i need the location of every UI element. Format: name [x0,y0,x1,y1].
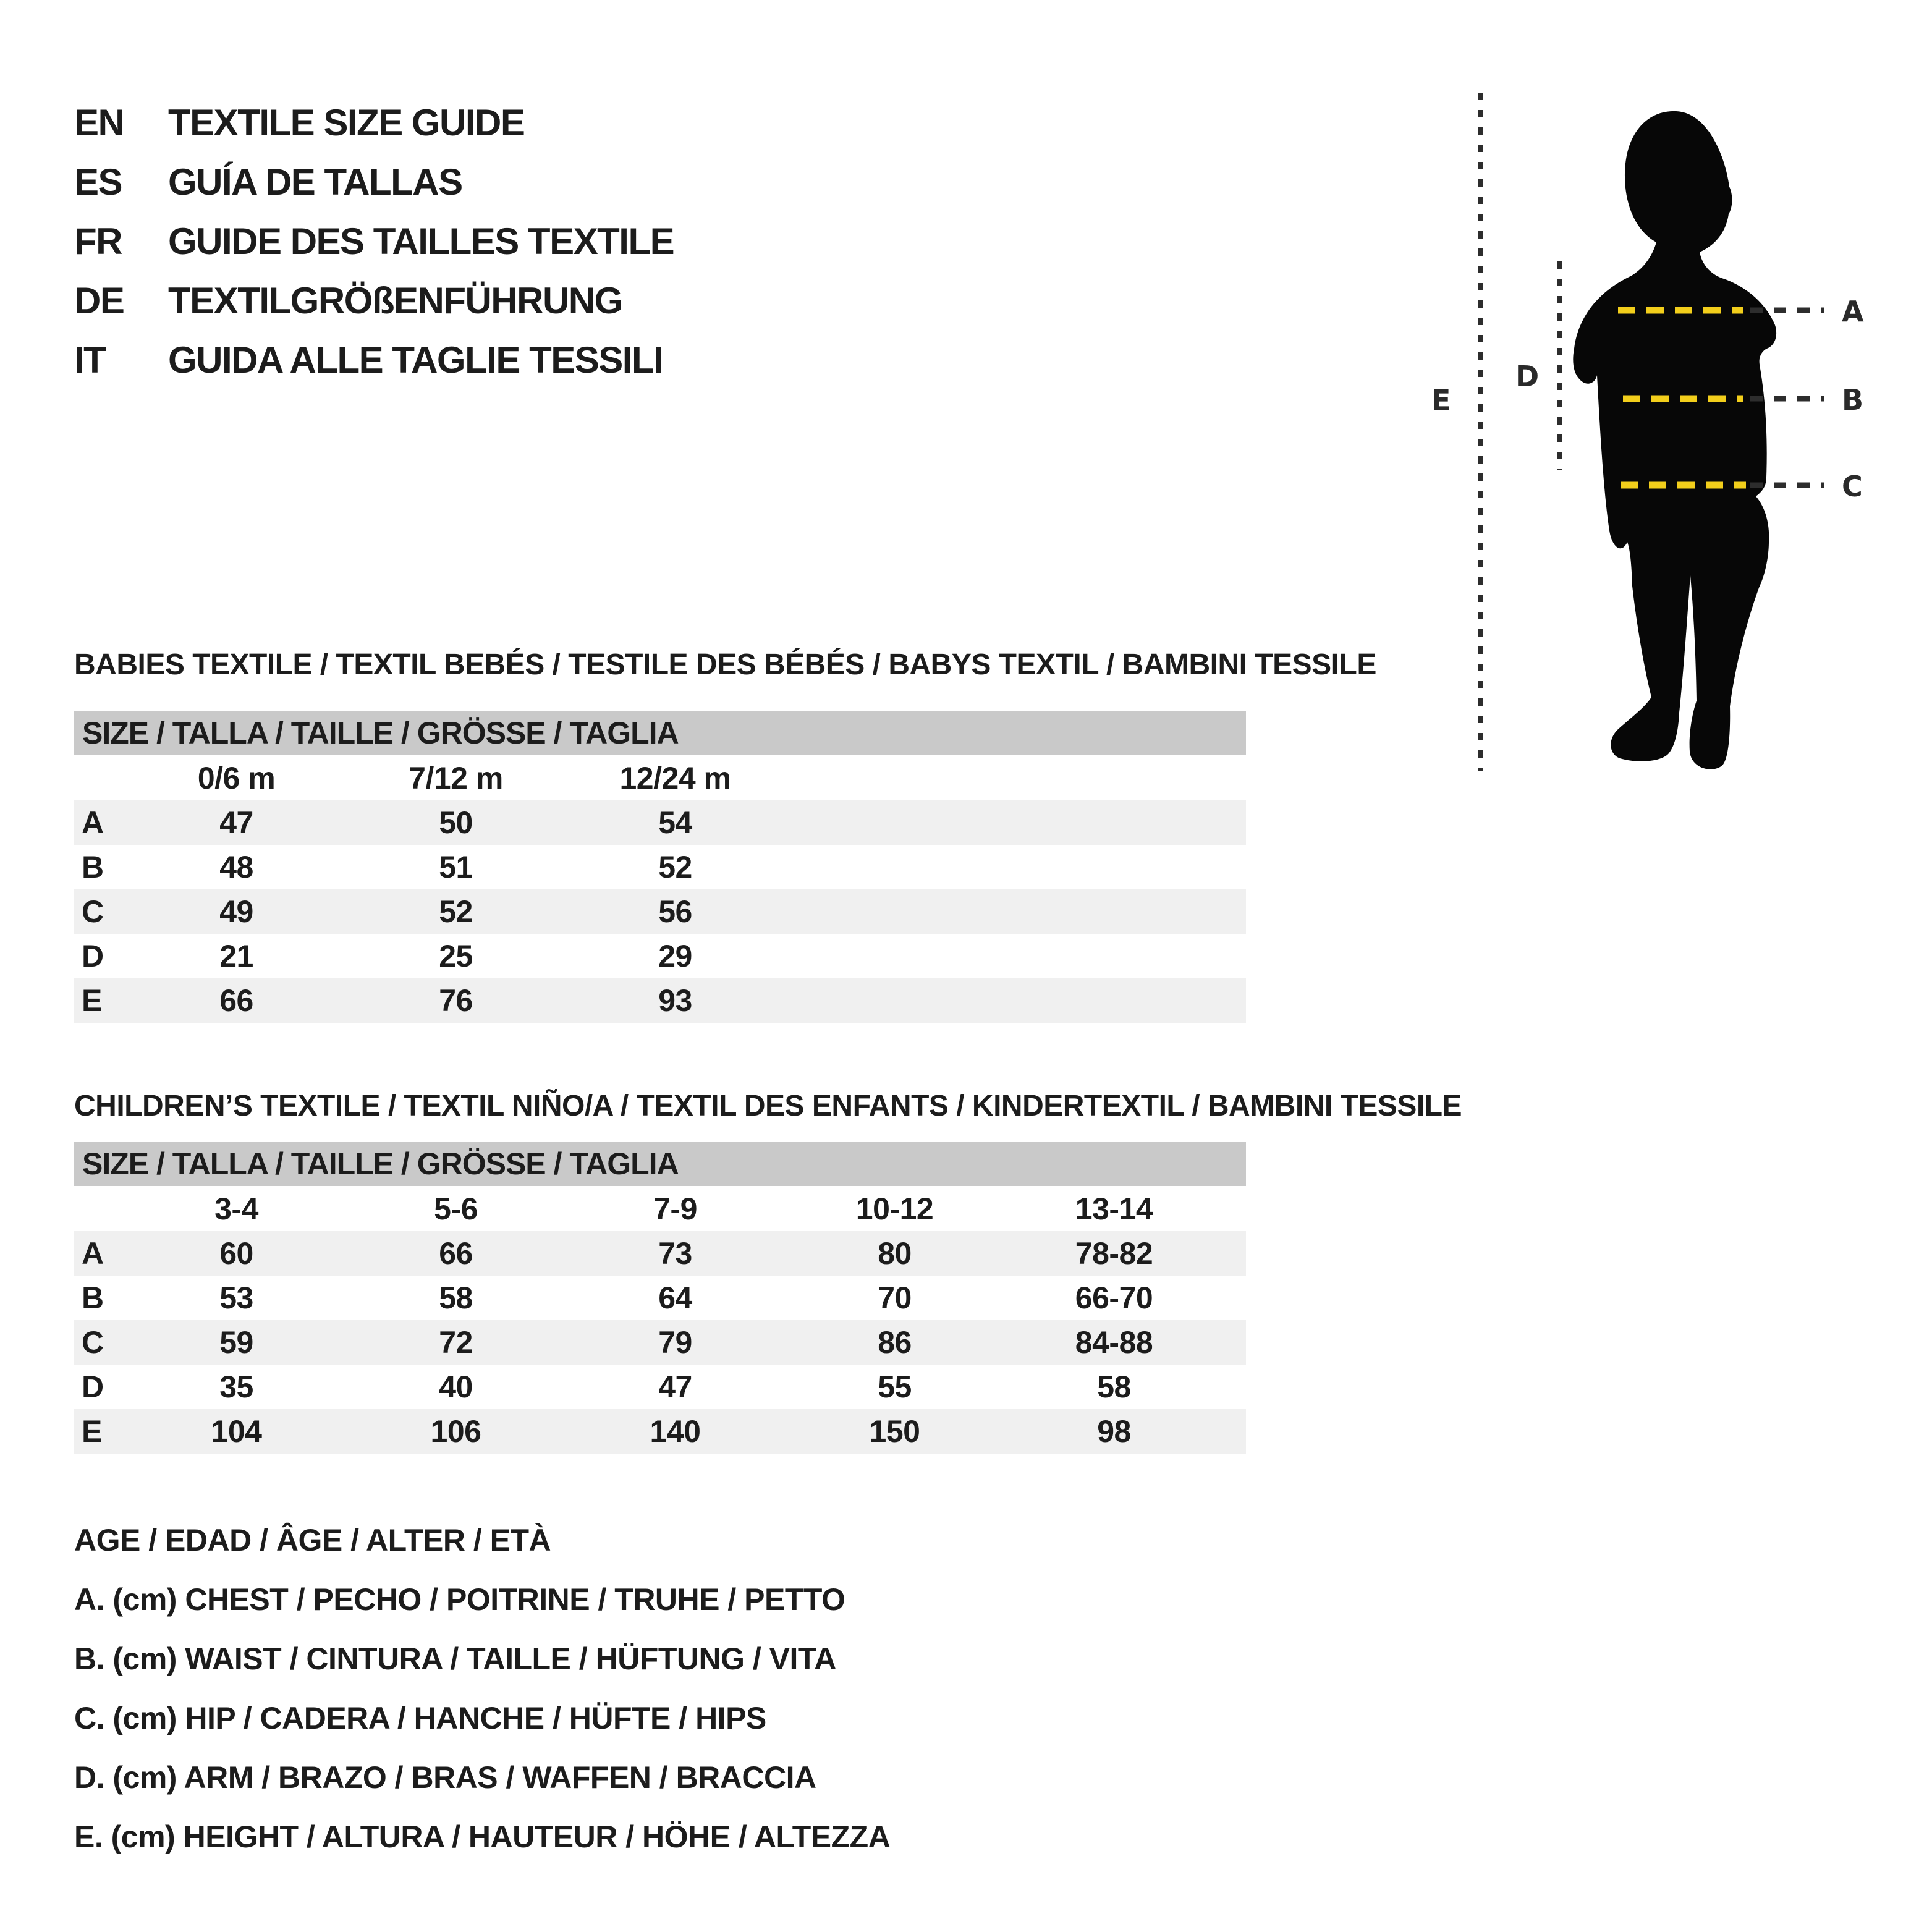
language-code: EN [74,101,124,143]
table-row [74,978,1246,1023]
measure-label-b: B [1842,383,1864,417]
child-measurement-figure [1409,49,1932,791]
legend-line-arm: D. (cm) ARM / BRAZO / BRAS / WAFFEN / BRACCIA [74,1760,816,1795]
table-row [74,1231,1246,1276]
table-cell: 150 [869,1414,920,1449]
table-cell: 49 [219,894,253,929]
table-cell: 54 [658,805,692,840]
table-cell: 93 [658,983,692,1018]
size-header-bar: SIZE / TALLA / TAILLE / GRÖSSE / TAGLIA [74,711,1246,755]
table-cell: 51 [439,850,473,884]
language-title: GUIDE DES TAILLES TEXTILE [168,220,674,262]
language-title: GUÍA DE TALLAS [168,161,462,203]
table-cell: 79 [658,1325,692,1360]
table-cell: 58 [1097,1370,1131,1404]
babies-section-title: BABIES TEXTILE / TEXTIL BEBÉS / TESTILE DES BÉBÉS / BABYS TEXTIL / BAMBINI TESSILE [74,648,1376,681]
legend-line-age: AGE / EDAD / ÂGE / ALTER / ETÀ [74,1523,551,1557]
language-row [74,330,674,389]
language-row [74,211,674,271]
measure-label-a: A [1842,295,1864,328]
child-silhouette [1573,111,1776,769]
language-title: TEXTILGRÖßENFÜHRUNG [168,279,622,321]
table-cell: 59 [219,1325,253,1360]
table-cell: 35 [219,1370,253,1404]
table-cell: 40 [439,1370,473,1404]
table-row [74,1365,1246,1409]
row-label: D [82,939,104,973]
language-code: DE [74,279,124,321]
table-cell: 106 [430,1414,481,1449]
table-row [74,800,1246,845]
table-cell: 53 [219,1281,253,1315]
babies-size-table [74,711,1246,1023]
size-header-bar: SIZE / TALLA / TAILLE / GRÖSSE / TAGLIA [74,1142,1246,1186]
row-label: D [82,1370,104,1404]
row-label: B [82,850,104,884]
row-label: C [82,1325,104,1360]
children-section-title: CHILDREN’S TEXTILE / TEXTIL NIÑO/A / TEXTIL DES ENFANTS / KINDERTEXTIL / BAMBINI TESSILE [74,1090,1462,1122]
language-code: IT [74,339,106,381]
legend-line-waist: B. (cm) WAIST / CINTURA / TAILLE / HÜFTUNG / VITA [74,1642,836,1676]
legend-line-hip: C. (cm) HIP / CADERA / HANCHE / HÜFTE / HIPS [74,1701,766,1735]
language-code: FR [74,220,122,262]
language-title-list [74,93,674,389]
table-cell: 80 [878,1236,912,1271]
language-row [74,93,674,152]
language-row [74,271,674,330]
table-cell: 47 [658,1370,692,1404]
column-header: 7/12 m [409,760,503,795]
table-cell: 66 [439,1236,473,1271]
table-cell: 76 [439,983,473,1018]
column-header-row [74,1186,1246,1231]
language-title: GUIDA ALLE TAGLIE TESSILI [168,339,663,381]
table-cell: 21 [219,939,253,973]
table-cell: 140 [650,1414,701,1449]
table-cell: 58 [439,1281,473,1315]
table-cell: 84-88 [1075,1325,1153,1360]
column-header: 13-14 [1075,1191,1153,1226]
row-label: E [82,1414,102,1449]
children-size-table [74,1142,1246,1454]
measure-label-e: E [1431,384,1451,417]
row-label: A [82,1236,104,1271]
column-header-row [74,755,1246,800]
table-cell: 55 [878,1370,912,1404]
column-header: 5-6 [434,1191,478,1226]
column-header: 10-12 [855,1191,934,1226]
table-cell: 66 [219,983,253,1018]
row-label: E [82,983,102,1018]
language-code: ES [74,161,122,203]
column-header: 0/6 m [197,760,276,795]
table-cell: 73 [658,1236,692,1271]
column-header: 7-9 [653,1191,697,1226]
measure-label-d: D [1515,360,1540,393]
column-header: 12/24 m [619,760,731,795]
table-row [74,934,1246,978]
table-cell: 86 [878,1325,912,1360]
table-cell: 66-70 [1075,1281,1153,1315]
table-cell: 50 [439,805,473,840]
table-cell: 52 [439,894,473,929]
table-cell: 72 [439,1325,473,1360]
measure-label-c: C [1842,470,1863,503]
row-label: B [82,1281,104,1315]
table-cell: 98 [1097,1414,1131,1449]
table-cell: 48 [219,850,253,884]
table-cell: 56 [658,894,692,929]
row-label: A [82,805,104,840]
table-row [74,845,1246,889]
column-header: 3-4 [214,1191,258,1226]
table-cell: 70 [878,1281,912,1315]
table-row [74,1276,1246,1320]
measurement-legend [74,1510,890,1866]
table-cell: 25 [439,939,473,973]
table-cell: 60 [219,1236,253,1271]
table-row [74,1409,1246,1454]
language-title: TEXTILE SIZE GUIDE [168,101,525,143]
table-cell: 29 [658,939,692,973]
row-label: C [82,894,104,929]
language-row [74,152,674,211]
legend-line-height: E. (cm) HEIGHT / ALTURA / HAUTEUR / HÖHE / ALTEZZA [74,1820,891,1854]
table-cell: 104 [211,1414,262,1449]
table-cell: 47 [219,805,253,840]
table-row [74,1320,1246,1365]
table-row [74,889,1246,934]
table-cell: 52 [658,850,692,884]
legend-line-chest: A. (cm) CHEST / PECHO / POITRINE / TRUHE / PETTO [74,1582,845,1617]
table-cell: 78-82 [1075,1236,1153,1271]
table-cell: 64 [658,1281,692,1315]
